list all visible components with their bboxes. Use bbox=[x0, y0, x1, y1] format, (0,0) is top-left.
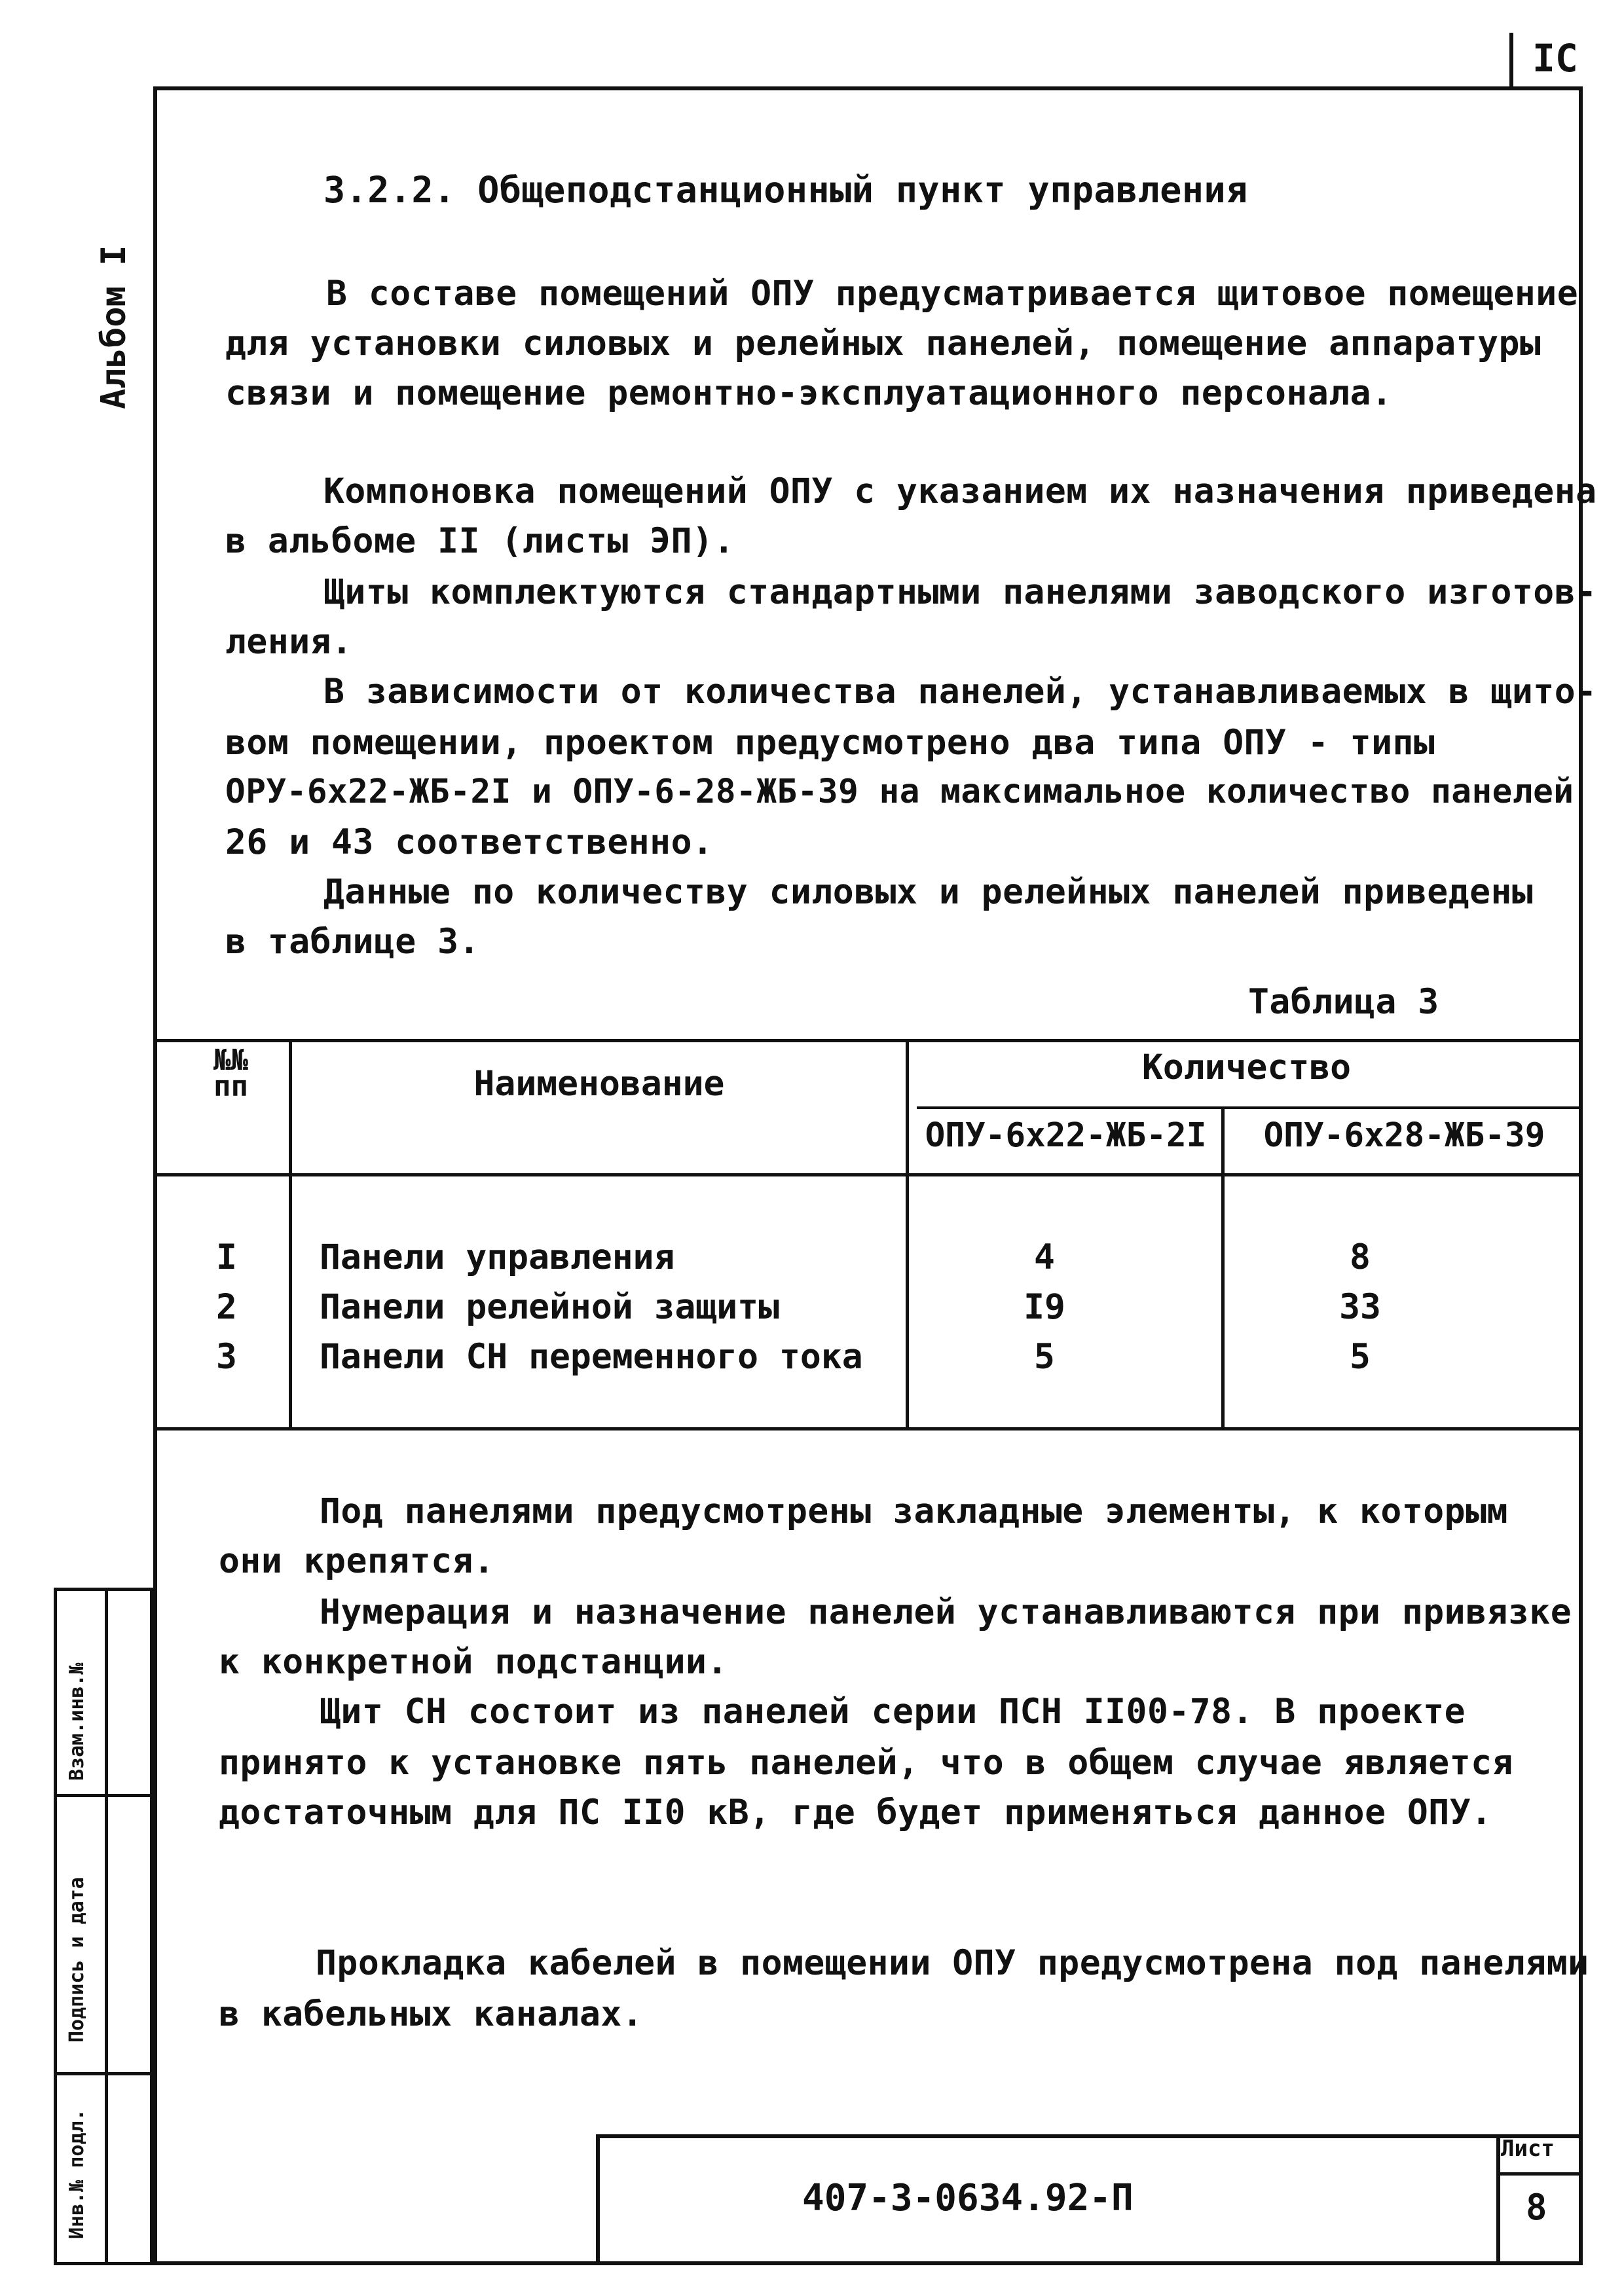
table-row-num: 2 bbox=[216, 1287, 237, 1327]
top-page-number: IС bbox=[1532, 36, 1578, 81]
sheet-number: 8 bbox=[1526, 2187, 1547, 2228]
table-header-rule bbox=[153, 1173, 1583, 1176]
para-line: к конкретной подстанции. bbox=[219, 1642, 728, 1682]
para-line: Под панелями предусмотрены закладные элементы, к которым bbox=[320, 1491, 1508, 1531]
table-row-num: 3 bbox=[216, 1337, 237, 1377]
para-line: достаточным для ПС II0 кВ, где будет применяться данное ОПУ. bbox=[219, 1793, 1492, 1832]
stamp-label-sign: Подпись и дата bbox=[65, 1877, 88, 2043]
table-row-name: Панели СН переменного тока bbox=[320, 1337, 863, 1377]
section-heading: 3.2.2. Общеподстанционный пункт управления bbox=[323, 169, 1248, 211]
side-stamp-divider bbox=[105, 1588, 108, 2265]
para-line: Нумерация и назначение панелей устанавливаются при привязке bbox=[320, 1592, 1572, 1632]
para-line: в таблице 3. bbox=[225, 922, 480, 962]
header-num: №№ пп bbox=[213, 1044, 248, 1103]
para-line: Данные по количеству силовых и релейных панелей приведены bbox=[323, 872, 1534, 912]
side-stamp-rule-1 bbox=[54, 1794, 153, 1797]
stamp-label-inv: Инв.№ подл. bbox=[65, 2109, 88, 2239]
para-line: В зависимости от количества панелей, устанавливаемых в щито- bbox=[323, 672, 1597, 712]
table-row-name: Панели релейной защиты bbox=[320, 1287, 779, 1327]
table-col-divider-2 bbox=[906, 1039, 909, 1430]
para-line: связи и помещение ремонтно-эксплуатационного персонала. bbox=[225, 373, 1393, 413]
table-row-value-a: I9 bbox=[1024, 1287, 1065, 1327]
table-col-divider-1 bbox=[289, 1039, 292, 1430]
header-name: Наименование bbox=[473, 1064, 725, 1104]
table-row-value-a: 4 bbox=[1034, 1237, 1055, 1277]
para-line: Прокладка кабелей в помещении ОПУ предусмотрена под панелями bbox=[316, 1943, 1589, 1983]
table-top-rule bbox=[153, 1039, 1583, 1042]
para-line: Щит СН состоит из панелей серии ПСН II00-78. В проекте bbox=[320, 1692, 1466, 1732]
para-line: ления. bbox=[225, 622, 353, 662]
document-code: 407-3-0634.92-П bbox=[802, 2177, 1134, 2219]
para-line: В составе помещений ОПУ предусматривается щитовое помещение bbox=[326, 274, 1579, 314]
table-bottom-rule bbox=[153, 1427, 1583, 1430]
header-quantity: Количество bbox=[1141, 1048, 1352, 1087]
album-label: Альбом I bbox=[94, 245, 134, 409]
header-variant-b: ОПУ-6х28-ЖБ-39 bbox=[1263, 1116, 1545, 1155]
table-row-value-a: 5 bbox=[1034, 1337, 1055, 1377]
header-variant-a: ОПУ-6х22-ЖБ-2I bbox=[925, 1116, 1207, 1155]
table-caption: Таблица 3 bbox=[1248, 982, 1439, 1022]
table-qty-rule bbox=[917, 1106, 1583, 1109]
para-line: вом помещении, проектом предусмотрено два типа ОПУ - типы bbox=[225, 723, 1435, 763]
para-line: 26 и 43 соответственно. bbox=[225, 822, 714, 862]
para-line: Компоновка помещений ОПУ с указанием их назначения приведена bbox=[323, 471, 1597, 511]
table-row-name: Панели управления bbox=[320, 1237, 675, 1277]
table-row-value-b: 5 bbox=[1350, 1337, 1371, 1377]
table-col-divider-3 bbox=[1221, 1108, 1225, 1427]
sheet-box-rule bbox=[1496, 2172, 1583, 2176]
para-line: в альбоме II (листы ЭП). bbox=[225, 521, 735, 561]
table-row-value-b: 8 bbox=[1350, 1237, 1371, 1277]
stamp-label-vzam: Взам.инв.№ bbox=[65, 1662, 88, 1781]
para-line: они крепятся. bbox=[219, 1541, 495, 1581]
para-line: в кабельных каналах. bbox=[219, 1994, 644, 2034]
para-line: принято к установке пять панелей, что в общем случае является bbox=[219, 1743, 1513, 1783]
table-row-num: I bbox=[216, 1237, 237, 1277]
side-stamp-rule-2 bbox=[54, 2072, 153, 2075]
sheet-label: Лист bbox=[1501, 2136, 1555, 2162]
para-line: Щиты комплектуются стандартными панелями заводского изготов- bbox=[323, 572, 1597, 612]
para-line: для установки силовых и релейных панелей, помещение аппаратуры bbox=[225, 323, 1541, 363]
para-line: ОРУ-6х22-ЖБ-2I и ОПУ-6-28-ЖБ-39 на максимальное количество панелей bbox=[225, 773, 1574, 811]
table-row-value-b: 33 bbox=[1339, 1287, 1381, 1327]
